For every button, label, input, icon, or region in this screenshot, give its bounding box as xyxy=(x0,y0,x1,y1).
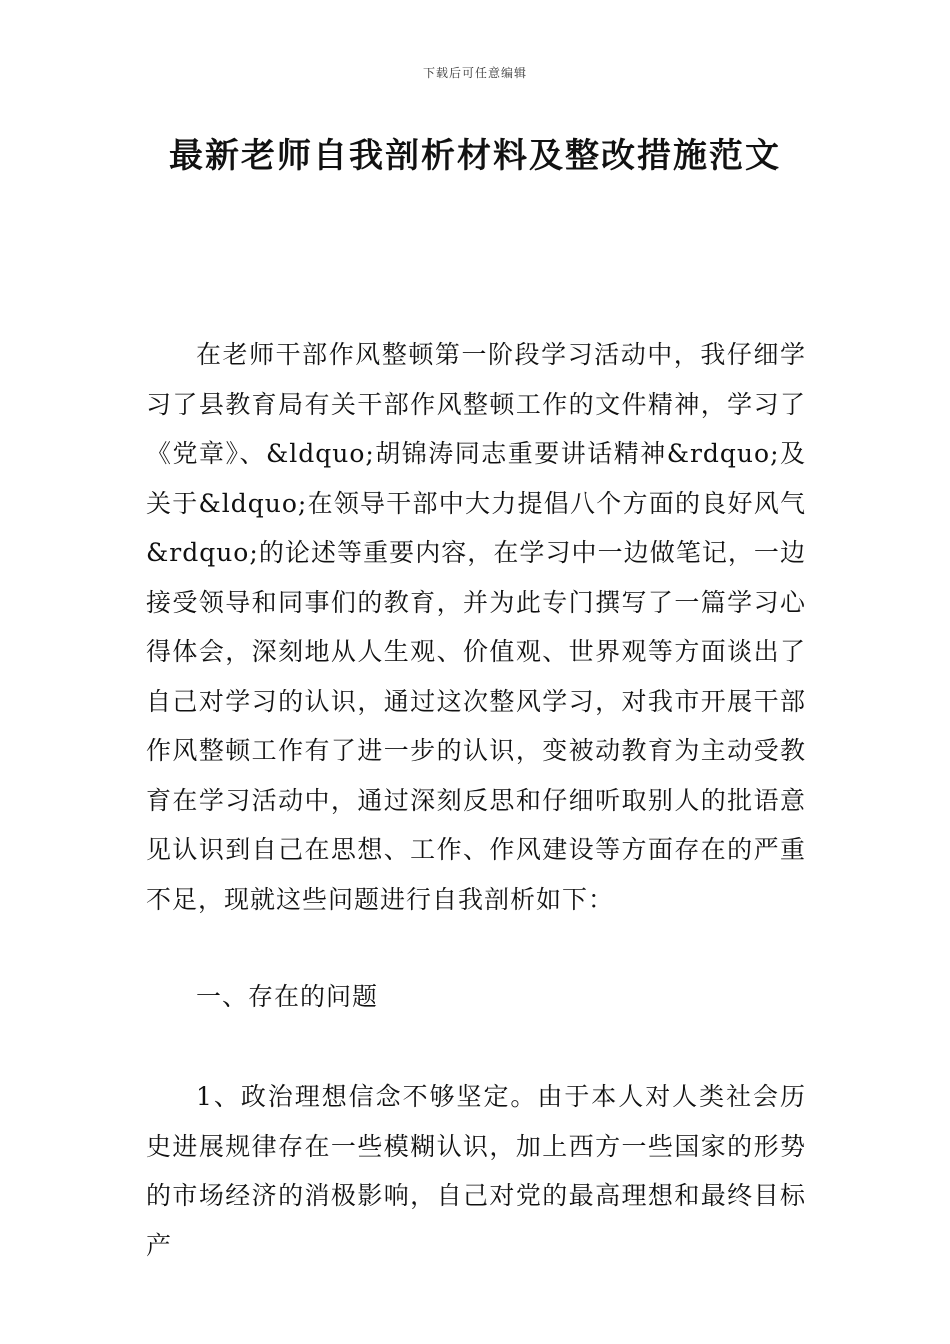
page-header-note: 下载后可任意编辑 xyxy=(422,66,527,80)
intro-paragraph: 在老师干部作风整顿第一阶段学习活动中，我仔细学习了县教育局有关干部作风整顿工作的文件精神，学习了《党章》、&ldquo;胡锦涛同志重要讲话精神&rdquo;及关于&ldquo;在领导干部中大力提倡八个方面的良好风气&rdquo;的论述等重要内容，在学习中一边做笔记，一边接受领导和同事们的教育，并为此专门撰写了一篇学习心得体会，深刻地从人生观、价值观、世界观等方面谈出了自己对学习的认识，通过这次整风学习，对我市开展干部作风整顿工作有了进一步的认识，变被动教育为主动受教育在学习活动中，通过深刻反思和仔细听取别人的批语意见认识到自己在思想、工作、作风建设等方面存在的严重不足，现就这些问题进行自我剖析如下： xyxy=(146,340,806,914)
document-title: 最新老师自我剖析材料及整改措施范文 xyxy=(169,136,781,176)
section-heading: 一、存在的问题 xyxy=(196,982,379,1011)
item-paragraph: 1、政治理想信念不够坚定。由于本人对人类社会历史进展规律存在一些模糊认识，加上西方一些国家的形势的市场经济的消极影响，自己对党的最高理想和最终目标产 xyxy=(146,1082,806,1260)
